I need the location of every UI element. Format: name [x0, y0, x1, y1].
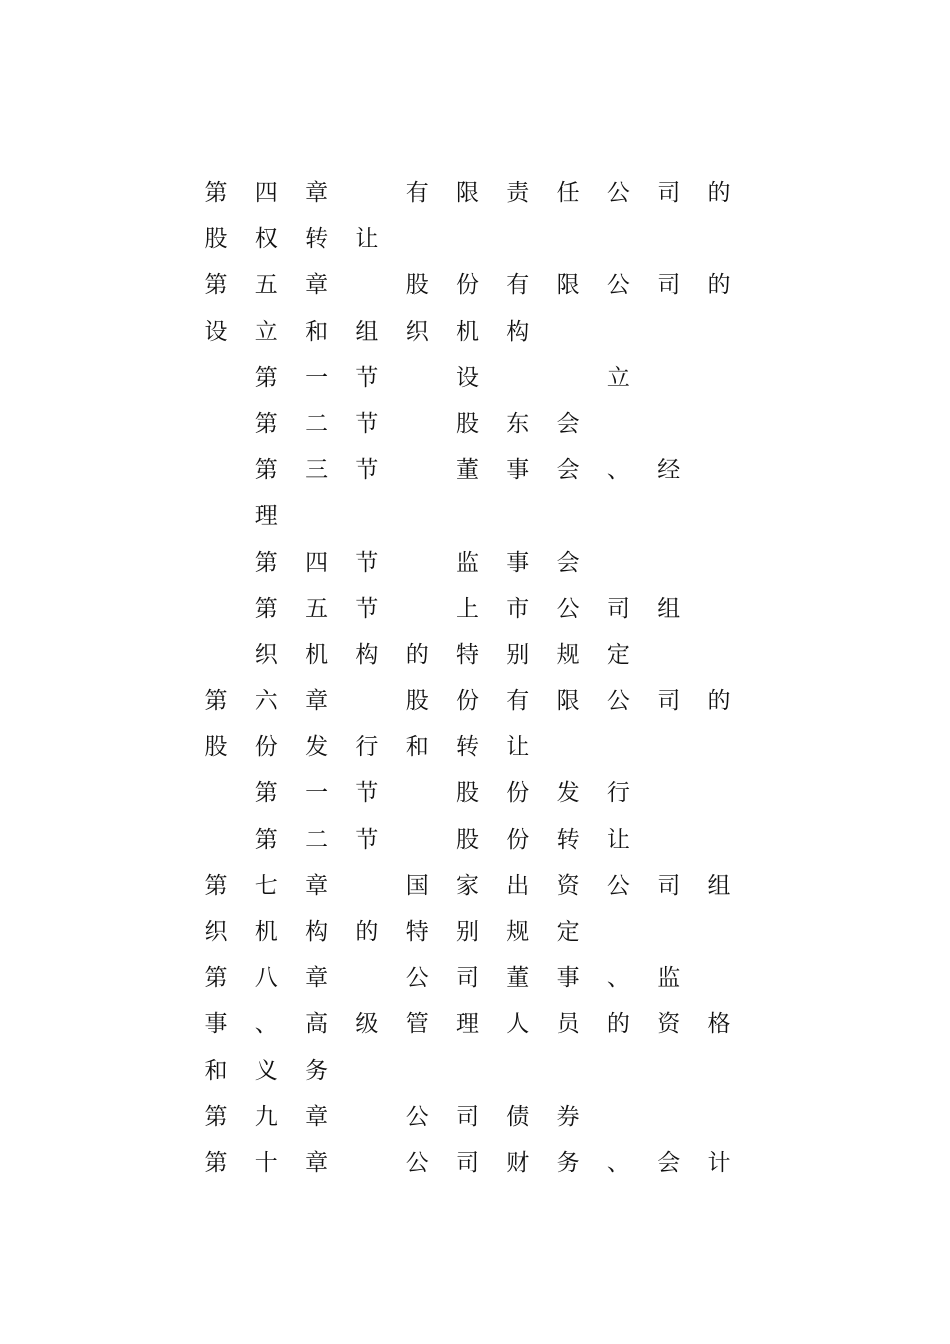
toc-char: 公 [606, 180, 630, 206]
toc-char: 上 [456, 595, 479, 622]
section-heading-line [0, 817, 950, 863]
chapter-heading-line [0, 1140, 950, 1186]
toc-char: 设 [456, 364, 479, 391]
toc-char: 组 [657, 595, 681, 622]
toc-char: 限 [556, 272, 580, 299]
chapter-heading-cont-line [0, 1048, 950, 1094]
toc-char: 章 [305, 272, 329, 299]
toc-char: 和 [204, 1057, 228, 1084]
toc-char: 公 [405, 1149, 429, 1176]
toc-char: 、 [606, 965, 630, 992]
chapter-heading-cont-line [0, 1001, 950, 1047]
toc-char: 的 [707, 688, 731, 715]
toc-char: 市 [506, 595, 530, 622]
toc-char: 司 [657, 272, 681, 299]
toc-char: 公 [405, 1103, 429, 1130]
toc-char: 第 [204, 1103, 228, 1130]
chapter-heading-cont-line [0, 724, 950, 770]
toc-char: 计 [707, 1149, 731, 1176]
toc-char: 规 [506, 919, 530, 945]
toc-char: 构 [305, 919, 329, 945]
toc-char: 和 [405, 734, 429, 761]
section-heading-line [0, 540, 950, 586]
toc-char: 节 [355, 780, 379, 807]
toc-char: 公 [606, 872, 630, 899]
toc-char: 限 [456, 180, 479, 206]
toc-char: 资 [657, 1011, 681, 1038]
toc-char: 五 [254, 272, 278, 299]
toc-char: 份 [456, 688, 479, 715]
toc-char: 织 [405, 318, 429, 345]
toc-char: 责 [506, 180, 530, 206]
toc-char: 有 [506, 272, 530, 299]
toc-char: 东 [506, 410, 530, 437]
toc-char: 节 [355, 595, 379, 622]
toc-char: 司 [606, 595, 630, 622]
toc-char: 家 [456, 872, 479, 899]
toc-char: 六 [254, 688, 278, 715]
toc-char: 第 [254, 549, 278, 576]
toc-char: 组 [707, 872, 731, 899]
toc-char: 的 [606, 1011, 630, 1038]
toc-char: 一 [305, 780, 329, 807]
chapter-heading-line [0, 955, 950, 1001]
toc-char: 的 [355, 919, 379, 945]
toc-char: 、 [606, 457, 630, 484]
toc-char: 董 [456, 457, 479, 484]
toc-char: 第 [204, 688, 228, 715]
toc-char: 第 [254, 826, 278, 853]
toc-char: 公 [556, 595, 580, 622]
toc-char: 规 [556, 641, 580, 668]
toc-char: 转 [456, 734, 479, 761]
chapter-heading-line [0, 1094, 950, 1140]
toc-char: 发 [305, 734, 329, 761]
toc-char: 份 [506, 826, 530, 853]
toc-char: 立 [606, 364, 630, 391]
toc-char: 章 [305, 872, 329, 899]
toc-char: 级 [355, 1011, 379, 1038]
chapter-heading-line [0, 170, 950, 216]
toc-char: 权 [254, 226, 278, 253]
toc-char: 、 [254, 1011, 278, 1038]
section-heading-line [0, 770, 950, 816]
toc-char: 股 [405, 272, 429, 299]
section-heading-line [0, 447, 950, 493]
toc-char: 公 [405, 965, 429, 992]
toc-char: 第 [254, 410, 278, 437]
toc-char: 转 [305, 226, 329, 253]
chapter-heading-line [0, 262, 950, 308]
toc-char: 理 [456, 1011, 479, 1038]
toc-char: 三 [305, 457, 329, 484]
toc-char: 机 [305, 641, 329, 668]
toc-char: 份 [506, 780, 530, 807]
toc-char: 份 [456, 272, 479, 299]
toc-char: 、 [606, 1149, 630, 1176]
toc-char: 让 [506, 734, 530, 761]
toc-char: 和 [305, 318, 329, 345]
section-heading-line [0, 401, 950, 447]
toc-char: 五 [305, 595, 329, 622]
toc-char: 任 [556, 180, 580, 206]
toc-char: 限 [556, 688, 580, 715]
toc-char: 资 [556, 872, 580, 899]
toc-char: 四 [305, 549, 329, 576]
toc-char: 高 [305, 1011, 329, 1038]
toc-char: 第 [204, 1149, 228, 1176]
toc-char: 别 [456, 919, 479, 945]
toc-char: 的 [405, 641, 429, 668]
toc-char: 的 [707, 180, 731, 206]
toc-char: 司 [456, 1103, 479, 1130]
toc-char: 第 [254, 595, 278, 622]
toc-char: 股 [204, 226, 228, 253]
toc-char: 公 [606, 688, 630, 715]
toc-char: 员 [556, 1011, 580, 1038]
toc-char: 设 [204, 318, 228, 345]
toc-char: 定 [606, 641, 630, 668]
toc-char: 公 [606, 272, 630, 299]
chapter-heading-line [0, 678, 950, 724]
toc-char: 股 [456, 826, 479, 853]
toc-char: 有 [506, 688, 530, 715]
toc-char: 节 [355, 549, 379, 576]
chapter-heading-line [0, 863, 950, 909]
table-of-contents [0, 170, 950, 1186]
toc-char: 节 [355, 457, 379, 484]
toc-char: 份 [254, 734, 278, 761]
toc-char: 股 [456, 780, 479, 807]
toc-char: 券 [556, 1103, 580, 1130]
toc-char: 第 [254, 780, 278, 807]
toc-char: 织 [254, 641, 278, 668]
toc-char: 司 [657, 688, 681, 715]
toc-char: 会 [556, 457, 580, 484]
toc-char: 财 [506, 1149, 530, 1176]
toc-char: 构 [506, 318, 530, 345]
toc-char: 节 [355, 826, 379, 853]
toc-char: 第 [254, 457, 278, 484]
section-heading-line [0, 586, 950, 632]
toc-char: 第 [254, 364, 278, 391]
toc-char: 司 [456, 1149, 479, 1176]
toc-char: 节 [355, 364, 379, 391]
section-heading-cont-line [0, 493, 950, 539]
toc-char: 格 [707, 1011, 731, 1038]
toc-char: 人 [506, 1011, 530, 1038]
toc-char: 一 [305, 364, 329, 391]
toc-char: 监 [657, 965, 681, 992]
toc-char: 国 [405, 872, 429, 899]
toc-char: 第 [204, 965, 228, 992]
toc-char: 转 [556, 826, 580, 853]
toc-char: 章 [305, 688, 329, 715]
toc-char: 让 [606, 826, 630, 853]
toc-char: 事 [506, 457, 530, 484]
toc-char: 股 [456, 410, 479, 437]
toc-char: 司 [657, 180, 681, 206]
toc-char: 第 [204, 872, 228, 899]
toc-char: 会 [657, 1149, 681, 1176]
toc-char: 二 [305, 410, 329, 437]
section-heading-line [0, 355, 950, 401]
toc-char: 监 [456, 549, 479, 576]
toc-char: 有 [405, 180, 429, 206]
toc-char: 特 [405, 919, 429, 945]
toc-char: 行 [606, 780, 630, 807]
toc-char: 董 [506, 965, 530, 992]
chapter-heading-cont-line [0, 216, 950, 262]
toc-char: 会 [556, 549, 580, 576]
toc-char: 行 [355, 734, 379, 761]
toc-char: 章 [305, 180, 329, 206]
toc-char: 发 [556, 780, 580, 807]
toc-char: 十 [254, 1149, 278, 1176]
toc-char: 章 [305, 965, 329, 992]
toc-char: 章 [305, 1149, 329, 1176]
toc-char: 经 [657, 457, 681, 484]
toc-char: 机 [456, 318, 479, 345]
toc-char: 第 [204, 272, 228, 299]
toc-char: 四 [254, 180, 278, 206]
toc-char: 务 [556, 1149, 580, 1176]
toc-char: 节 [355, 410, 379, 437]
toc-char: 七 [254, 872, 278, 899]
toc-char: 事 [506, 549, 530, 576]
chapter-heading-cont-line [0, 309, 950, 355]
toc-char: 章 [305, 1103, 329, 1130]
toc-char: 管 [405, 1011, 429, 1038]
toc-char: 让 [355, 226, 379, 253]
toc-char: 会 [556, 410, 580, 437]
toc-char: 的 [707, 272, 731, 299]
toc-char: 股 [405, 688, 429, 715]
toc-char: 构 [355, 641, 379, 668]
toc-char: 事 [556, 965, 580, 992]
toc-char: 组 [355, 318, 379, 345]
toc-char: 务 [305, 1057, 329, 1084]
toc-char: 立 [254, 318, 278, 345]
toc-char: 九 [254, 1103, 278, 1130]
toc-char: 定 [556, 919, 580, 945]
toc-char: 司 [657, 872, 681, 899]
toc-char: 司 [456, 965, 479, 992]
toc-char: 机 [254, 919, 278, 945]
toc-char: 债 [506, 1103, 530, 1130]
toc-char: 股 [204, 734, 228, 761]
toc-char: 特 [456, 641, 479, 668]
toc-char: 事 [204, 1011, 228, 1038]
section-heading-cont-line [0, 632, 950, 678]
toc-char: 出 [506, 872, 530, 899]
toc-char: 二 [305, 826, 329, 853]
toc-char: 织 [204, 919, 228, 945]
toc-char: 义 [254, 1057, 278, 1084]
toc-char: 理 [254, 503, 278, 530]
toc-char: 八 [254, 965, 278, 992]
chapter-heading-cont-line [0, 909, 950, 955]
toc-char: 第 [204, 180, 228, 206]
toc-char: 别 [506, 641, 530, 668]
